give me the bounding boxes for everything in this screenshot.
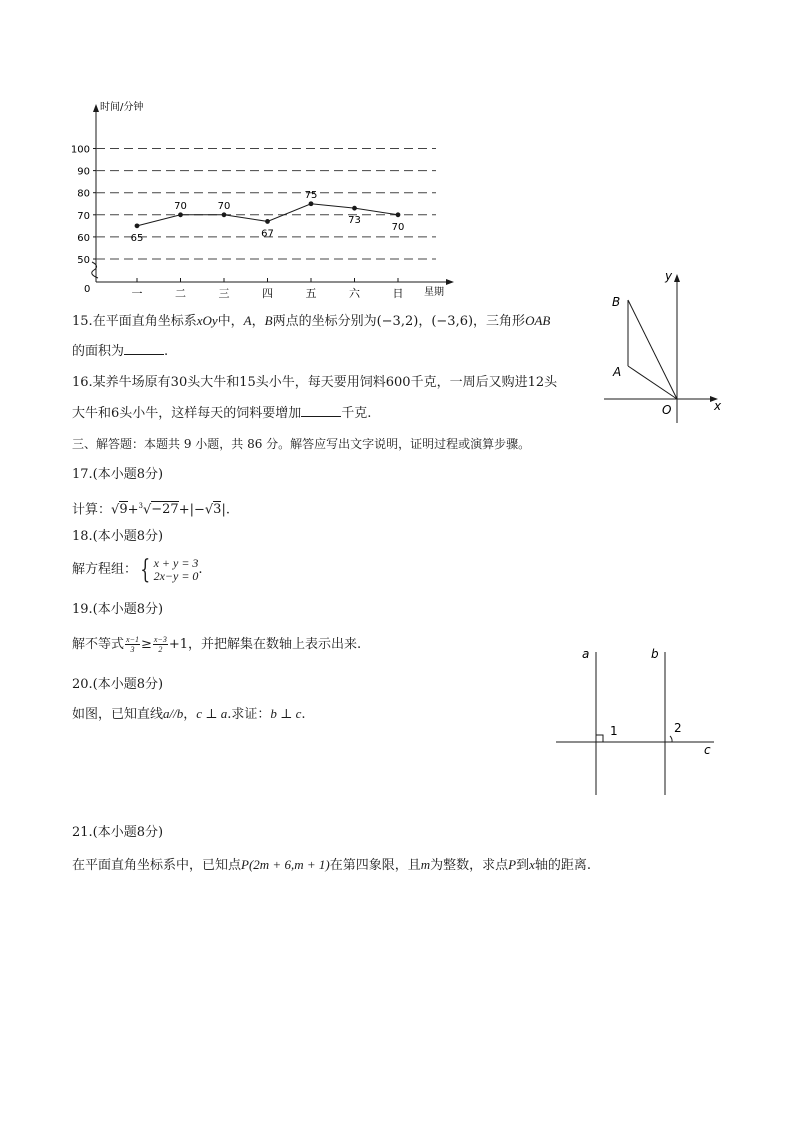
section-heading: 三、解答题：本题共 9 小题，共 86 分。解答应写出文字说明，证明过程或演算步骤。 xyxy=(72,437,531,451)
label-a: a xyxy=(582,647,590,661)
label-b: B xyxy=(612,295,621,309)
data-label: 67 xyxy=(261,228,274,240)
x-tick-label: 六 xyxy=(349,287,360,300)
label-a: A xyxy=(613,365,622,379)
data-label: 65 xyxy=(130,232,144,244)
label-2: 2 xyxy=(674,721,682,735)
y-axis-label: 时间/分钟 xyxy=(100,102,144,113)
answer-blank xyxy=(124,342,164,355)
label-o: O xyxy=(662,403,672,417)
y-tick-label: 100 xyxy=(70,144,90,156)
data-label: 70 xyxy=(391,221,405,233)
label-y: y xyxy=(665,269,673,283)
coordinate-figure xyxy=(600,266,730,426)
label-1: 1 xyxy=(610,724,618,738)
data-point xyxy=(135,223,140,228)
data-label: 73 xyxy=(348,215,361,227)
question-21-header: 21.(本小题8分) xyxy=(72,825,164,840)
x-tick-label: 五 xyxy=(305,287,317,300)
question-18-header: 18.(本小题8分) xyxy=(72,529,164,544)
label-b: b xyxy=(651,647,659,661)
data-point xyxy=(309,201,314,206)
x-tick-label: 日 xyxy=(392,287,404,300)
data-label: 75 xyxy=(304,189,318,201)
data-label: 70 xyxy=(217,200,231,212)
question-16-line2: 大牛和6头小牛，这样每天的饲料要增加 千克. xyxy=(72,406,372,421)
question-21-body: 在平面直角坐标系中，已知点P(2m + 6,m + 1)在第四象限，且m为整数，求点P到x轴的距离. xyxy=(72,857,591,873)
y-axis-arrow xyxy=(93,104,99,112)
question-20-body: 如图，已知直线a//b，c ⊥ a.求证：b ⊥ c. xyxy=(72,706,306,722)
data-point xyxy=(222,212,227,217)
line-chart xyxy=(60,96,460,302)
data-point xyxy=(178,212,183,217)
label-x: x xyxy=(714,399,722,413)
x-tick-label: 二 xyxy=(175,287,186,300)
x-tick-label: 一 xyxy=(131,287,143,300)
question-17-body: 计算：√9+$^3$√−27+|−√3|. xyxy=(72,502,230,518)
y-tick-label: 70 xyxy=(77,210,90,222)
question-18-body: 解方程组： { x + y = 3 2x−y = 0 . xyxy=(72,554,203,585)
question-20-header: 20.(本小题8分) xyxy=(72,677,164,692)
y-tick-label: 50 xyxy=(77,255,90,266)
parallel-lines-figure xyxy=(550,640,730,800)
question-17-header: 17.(本小题8分) xyxy=(72,467,164,482)
x-tick-label: 四 xyxy=(262,287,273,300)
x-axis-label: 星期 xyxy=(424,287,444,298)
question-19-header: 19.(本小题8分) xyxy=(72,602,164,617)
data-point xyxy=(396,212,401,217)
y-tick-label: 90 xyxy=(77,166,90,178)
question-16-line1: 16.某养牛场原有30头大牛和15头小牛，每天要用饲料600千克，一周后又购进12头 xyxy=(72,375,558,390)
x-axis-arrow xyxy=(446,279,454,285)
answer-blank xyxy=(301,404,341,417)
data-point xyxy=(265,219,270,224)
data-point xyxy=(352,206,357,211)
question-19-body: 解不等式 $\frac{x-1}{3}$ ≥ $\frac{x-3}{2}$ +1，并把解集在数轴上表示出来. xyxy=(72,635,362,654)
question-15-line2: 的面积为 . xyxy=(72,344,169,359)
y-tick-label: 80 xyxy=(77,188,90,200)
data-label: 70 xyxy=(174,200,187,212)
y-tick-label: 60 xyxy=(77,232,90,244)
origin-label: 0 xyxy=(84,284,91,295)
axis-break xyxy=(92,262,98,278)
label-c: c xyxy=(704,743,711,757)
question-15-line1: 15.在平面直角坐标系xOy中，A，B两点的坐标分别为(−3,2)，(−3,6)，三角形OAB xyxy=(72,313,551,329)
x-tick-label: 三 xyxy=(218,287,230,300)
